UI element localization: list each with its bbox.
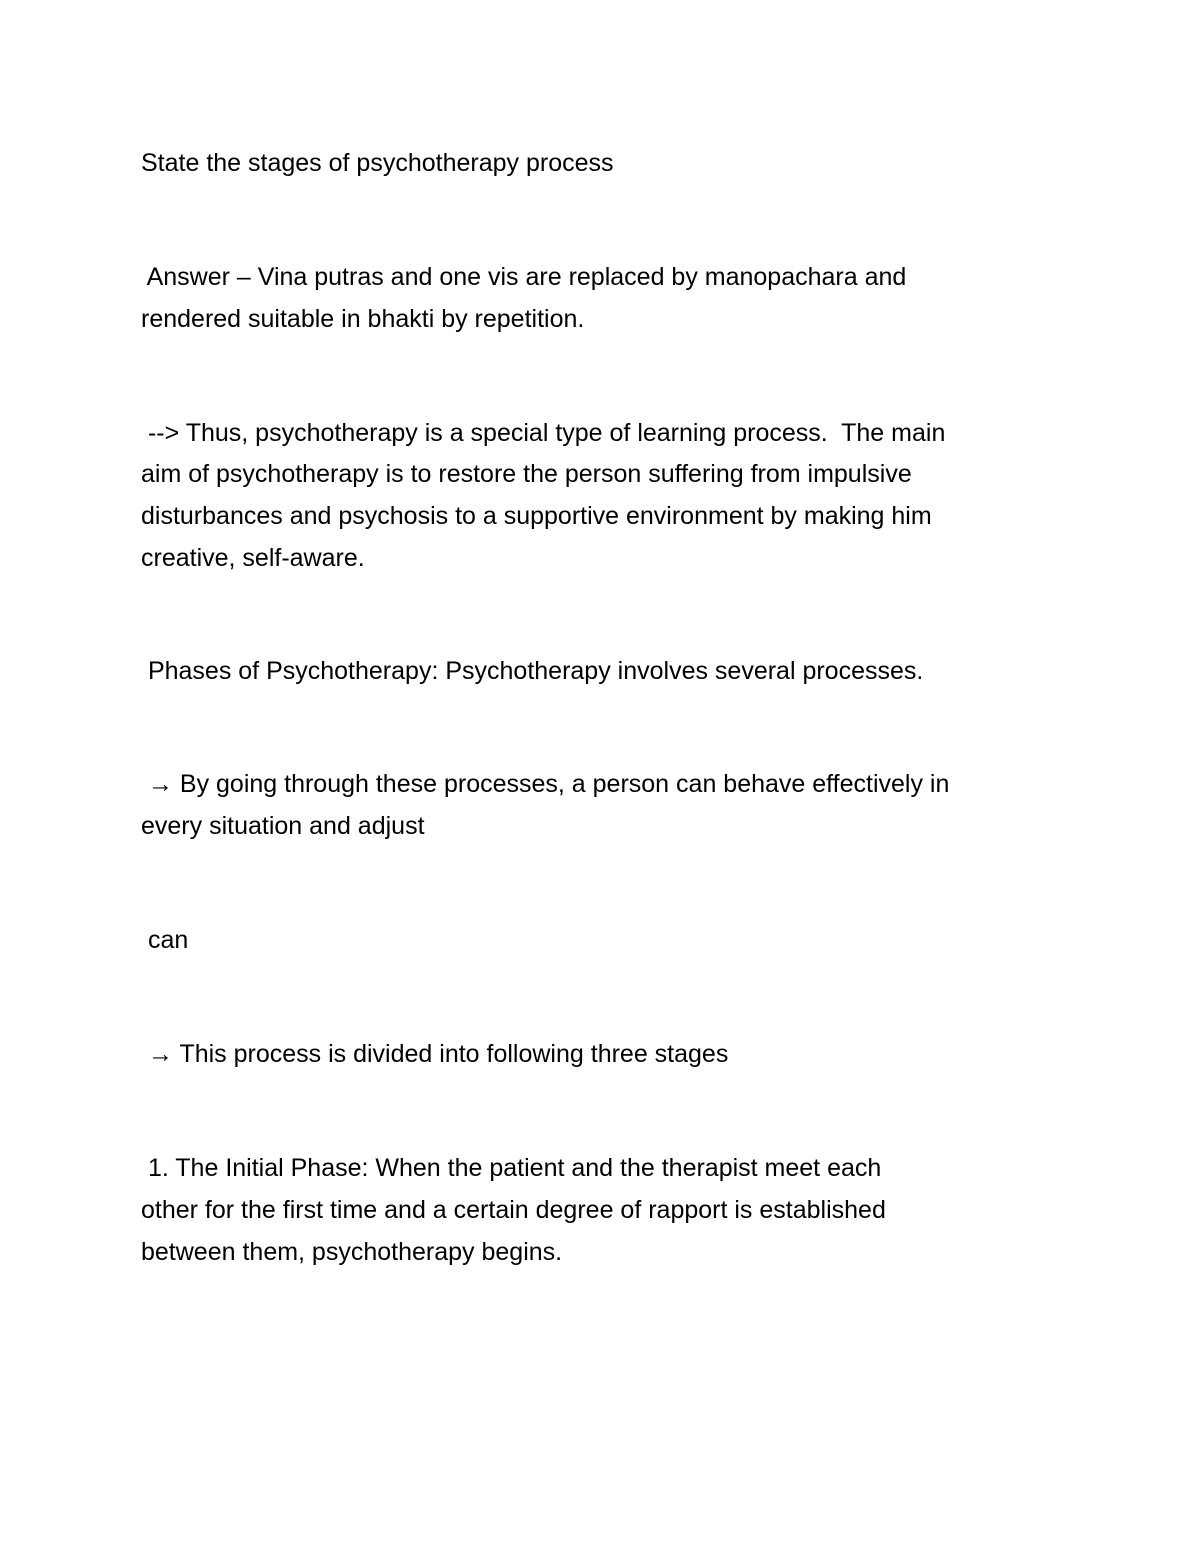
can-line: can <box>141 926 189 954</box>
going-line-1: → By going through these processes, a person can behave effectively in <box>141 770 950 798</box>
thus-line-1: --> Thus, psychotherapy is a special type of learning process. The main <box>141 419 946 447</box>
thus-line-4: creative, self-aware. <box>141 544 365 572</box>
divided-line: → This process is divided into following three stages <box>141 1040 729 1068</box>
initial-phase-line-3: between them, psychotherapy begins. <box>141 1238 563 1266</box>
answer-line-1: Answer – Vina putras and one vis are replaced by manopachara and <box>141 263 907 291</box>
thus-line-2: aim of psychotherapy is to restore the person suffering from impulsive <box>141 460 912 488</box>
answer-line-2: rendered suitable in bhakti by repetition. <box>141 305 585 333</box>
question-heading: State the stages of psychotherapy process <box>141 149 614 177</box>
initial-phase-line-2: other for the first time and a certain degree of rapport is established <box>141 1196 886 1224</box>
initial-phase-line-1: 1. The Initial Phase: When the patient and the therapist meet each <box>141 1154 882 1182</box>
phases-line: Phases of Psychotherapy: Psychotherapy involves several processes. <box>141 657 924 685</box>
going-line-2: every situation and adjust <box>141 812 425 840</box>
thus-line-3: disturbances and psychosis to a supportive environment by making him <box>141 502 932 530</box>
